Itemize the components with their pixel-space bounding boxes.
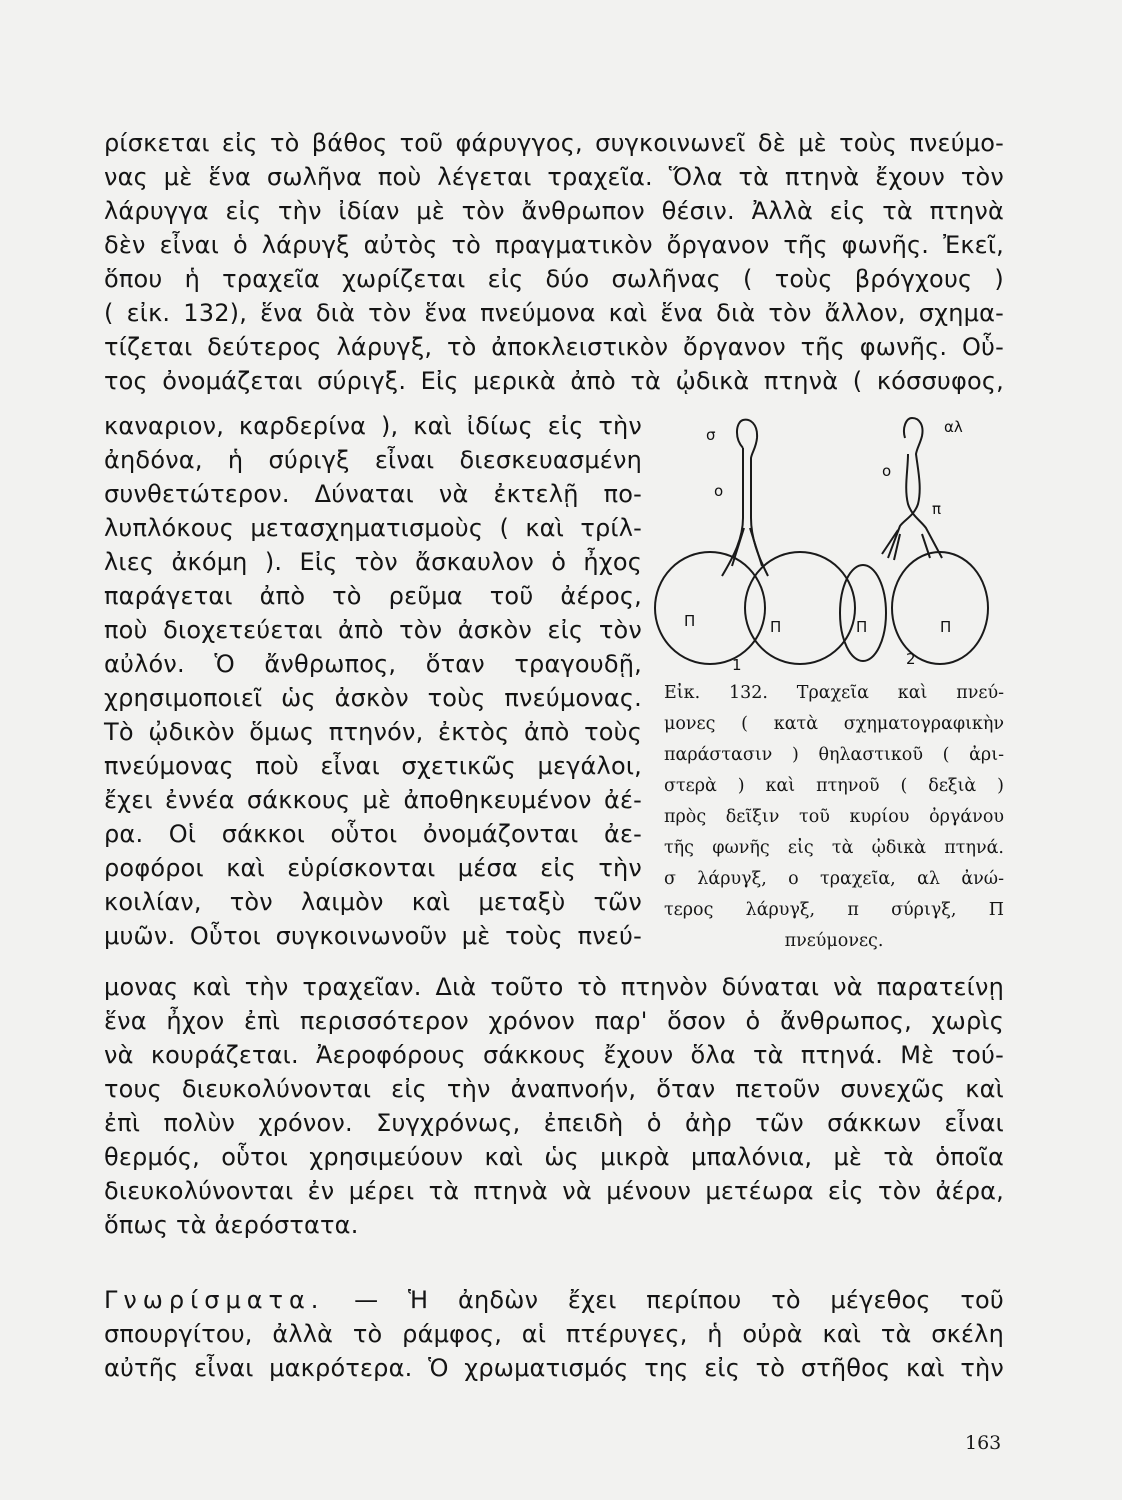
text-line: ὅπου ἡ τραχεῖα χωρίζεται εἰς δύο σωλῆνας ( τοὺς βρόγχους ) [104, 265, 1004, 293]
text-line: λιες ἀκόμη ). Εἰς τὸν ἄσκαυλον ὁ ἦχος [104, 548, 642, 576]
text-line: μυῶν. Οὗτοι συγκοινωνοῦν μὲ τοὺς πνεύ- [104, 922, 642, 950]
text-line: τους διευκολύνονται εἰς τὴν ἀναπνοήν, ὅταν πετοῦν συνεχῶς καὶ [104, 1075, 1004, 1103]
text-line: λάρυγγα εἰς τὴν ἰδίαν μὲ τὸν ἄνθρωπον θέσιν. Ἀλλὰ εἰς τὰ πτηνὰ [104, 197, 1004, 225]
text-line: ἀηδόνα, ἡ σύριγξ εἶναι διεσκευασμένη [104, 446, 642, 474]
label-omicron-right: ο [882, 462, 892, 480]
text-line: ἕνα ἦχον ἐπὶ περισσότερον χρόνον παρ' ὅσον ὁ ἄνθρωπος, χωρὶς [104, 1007, 1004, 1035]
text-line: ἔχει ἐννέα σάκκους μὲ ἀποθηκευμένον ἀέ- [104, 786, 642, 814]
figure-caption [664, 678, 1004, 957]
caption-line: παράστασιν ) θηλαστικοῦ ( ἀρι- [664, 745, 1004, 765]
text-line: σπουργίτου, ἀλλὰ τὸ ράμφος, αἱ πτέρυγες, ἡ οὐρὰ καὶ τὰ σκέλη [104, 1320, 1004, 1348]
text-line: νὰ κουράζεται. Ἀεροφόρους σάκκους ἔχουν ὅλα τὰ πτηνά. Μὲ τού- [104, 1041, 1004, 1069]
label-omicron-left: ο [714, 482, 724, 500]
label-number-1: 1 [732, 656, 742, 674]
paragraph-bottom [104, 970, 1004, 1242]
text-line: ποὺ διοχετεύεται ἀπὸ τὸν ἀσκὸν εἰς τὸν [104, 616, 642, 644]
caption-line: μονες ( κατὰ σχηματογραφικὴν [664, 714, 1004, 734]
text-line: ροφόροι καὶ εὑρίσκονται μέσα εἰς τὴν [104, 854, 642, 882]
text-line: διευκολύνονται ἐν μέρει τὰ πτηνὰ νὰ μένουν μετέωρα εἰς τὸν ἀέρα, [104, 1177, 1004, 1205]
paragraph-top [104, 126, 1004, 398]
caption-line: πνεύμονες. [784, 931, 884, 951]
text-line: τίζεται δεύτερος λάρυγξ, τὸ ἀποκλειστικὸν ὄργανον τῆς φωνῆς. Οὗ- [104, 333, 1004, 361]
text-line: παράγεται ἀπὸ τὸ ρεῦμα τοῦ ἀέρος, [104, 582, 642, 610]
caption-line: στερὰ ) καὶ πτηνοῦ ( δεξιὰ ) [664, 776, 1004, 796]
caption-line: πρὸς δεῖξιν τοῦ κυρίου ὀργάνου [664, 807, 1004, 827]
paragraph-left-column [104, 409, 642, 953]
text-line: λυπλόκους μετασχηματισμοὺς ( καὶ τρίλ- [104, 514, 642, 542]
label-alpha-lambda: αλ [944, 418, 963, 436]
page-number: 163 [965, 1432, 1002, 1454]
figure-132 [650, 408, 1010, 708]
text-line: καναριον, καρδερίνα ), καὶ ἰδίως εἰς τὴν [104, 412, 642, 440]
label-pi-small: π [932, 500, 942, 518]
text-line: ρα. Οἱ σάκκοι οὗτοι ὀνομάζονται ἀε- [104, 820, 642, 848]
label-sigma: σ [706, 426, 716, 444]
caption-line: τῆς φωνῆς εἰς τὰ ᾠδικὰ πτηνά. [664, 838, 1004, 858]
text-line: συνθετώτερον. Δύναται νὰ ἐκτελῇ πο- [104, 480, 642, 508]
text-line: κοιλίαν, τὸν λαιμὸν καὶ μεταξὺ τῶν [104, 888, 642, 916]
label-lung: Π [684, 612, 696, 630]
text-line: ρίσκεται εἰς τὸ βάθος τοῦ φάρυγγος, συγκοινωνεῖ δὲ μὲ τοὺς πνεύμο- [104, 129, 1004, 157]
text-line: μονας καὶ τὴν τραχεῖαν. Διὰ τοῦτο τὸ πτηνὸν δύναται νὰ παρατείνῃ [104, 973, 1004, 1001]
text-line: ὅπως τὰ ἀερόστατα. [104, 1211, 359, 1239]
text-line: χρησιμοποιεῖ ὡς ἀσκὸν τοὺς πνεύμονας. [104, 684, 642, 712]
text-line: τος ὀνομάζεται σύριγξ. Εἰς μερικὰ ἀπὸ τὰ ᾠδικὰ πτηνὰ ( κόσσυφος, [104, 367, 1004, 395]
caption-line: Εἰκ. 132. Τραχεῖα καὶ πνεύ- [664, 683, 1004, 703]
text-line: δὲν εἶναι ὁ λάρυγξ αὐτὸς τὸ πραγματικὸν ὄργανον τῆς φωνῆς. Ἐκεῖ, [104, 231, 1004, 259]
text-line: θερμός, οὗτοι χρησιμεύουν καὶ ὡς μικρὰ μπαλόνια, μὲ τὰ ὁποῖα [104, 1143, 1004, 1171]
caption-line: σ λάρυγξ, ο τραχεῖα, αλ ἀνώ- [664, 869, 1004, 889]
text-line: αὐτῆς εἶναι μακρότερα. Ὁ χρωματισμός της εἰς τὸ στῆθος καὶ τὴν [104, 1354, 1004, 1382]
label-lung: Π [940, 618, 952, 636]
heading-dash: — [324, 1286, 409, 1314]
text-line: ( εἰκ. 132), ἕνα διὰ τὸν ἕνα πνεύμονα καὶ ἕνα διὰ τὸν ἄλλον, σχημα- [104, 299, 1004, 327]
paragraph-gnorismata [104, 1283, 1004, 1385]
label-lung: Π [856, 618, 868, 636]
text-line: αὐλόν. Ὁ ἄνθρωπος, ὅταν τραγουδῇ, [104, 650, 642, 678]
trachea-lungs-diagram [650, 408, 1010, 680]
label-number-2: 2 [906, 650, 916, 668]
text-line: πνεύμονας ποὺ εἶναι σχετικῶς μεγάλοι, [104, 752, 642, 780]
caption-line: τερος λάρυγξ, π σύριγξ, Π [664, 900, 1004, 920]
text-line: νας μὲ ἕνα σωλῆνα ποὺ λέγεται τραχεῖα. Ὅλα τὰ πτηνὰ ἔχουν τὸν [104, 163, 1004, 191]
section-heading: Γνωρίσματα. [104, 1286, 325, 1314]
label-lung: Π [770, 618, 782, 636]
text-line [104, 1283, 1004, 1317]
text-line: Τὸ ᾠδικὸν ὅμως πτηνόν, ἐκτὸς ἀπὸ τοὺς [104, 718, 642, 746]
text-fragment: Ἡ ἀηδὼν ἔχει περίπου τὸ μέγεθος τοῦ [408, 1286, 1005, 1314]
text-line: ἐπὶ πολὺν χρόνον. Συγχρόνως, ἐπειδὴ ὁ ἀὴρ τῶν σάκκων εἶναι [104, 1109, 1004, 1137]
